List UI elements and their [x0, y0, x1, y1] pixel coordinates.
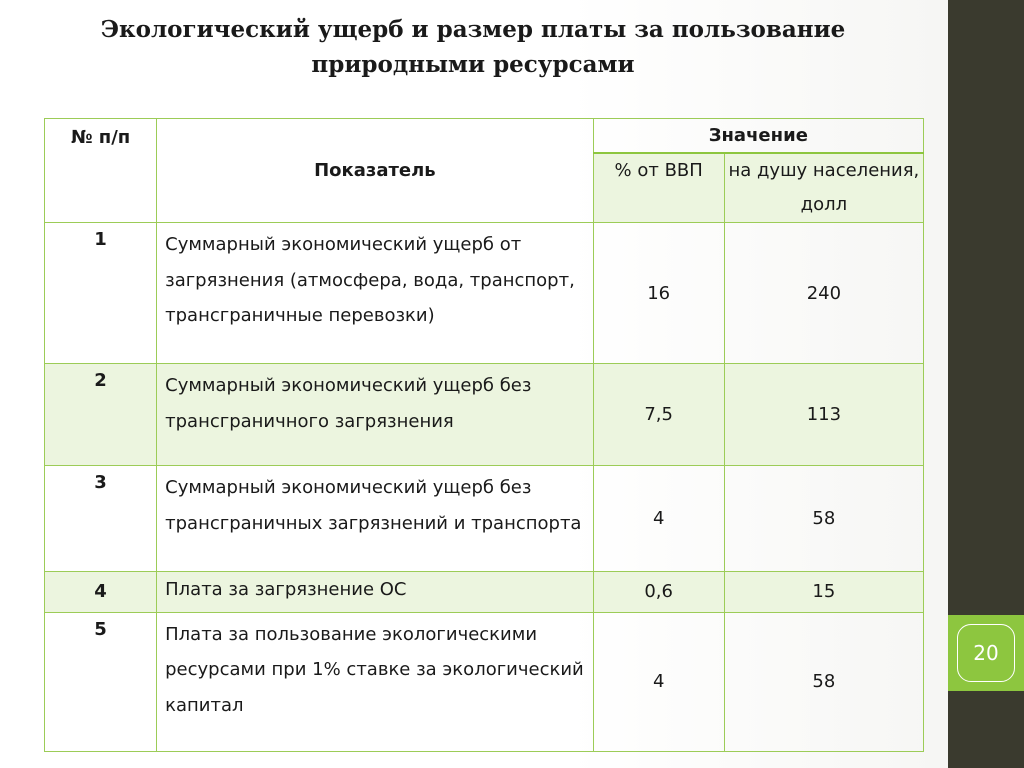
page-number: 20	[957, 624, 1015, 682]
row-gdp-percent: 16	[593, 223, 724, 364]
row-number: 4	[45, 572, 157, 613]
row-per-capita: 113	[724, 364, 923, 466]
slide-title-line-2: природными ресурсами	[311, 51, 635, 78]
row-number: 3	[45, 466, 157, 572]
data-table	[44, 118, 924, 752]
row-number: 1	[45, 223, 157, 364]
table-row	[45, 364, 924, 466]
row-indicator: Плата за пользование экологическими ресурсами при 1% ставке за экологический капитал	[157, 612, 593, 751]
page-number-tab	[948, 615, 1024, 691]
row-indicator: Плата за загрязнение ОС	[157, 572, 593, 613]
header-per-capita: на душу населения, долл	[724, 153, 923, 223]
row-gdp-percent: 0,6	[593, 572, 724, 613]
row-gdp-percent: 7,5	[593, 364, 724, 466]
row-number: 5	[45, 612, 157, 751]
row-gdp-percent: 4	[593, 612, 724, 751]
row-per-capita: 58	[724, 466, 923, 572]
table-row	[45, 223, 924, 364]
row-per-capita: 15	[724, 572, 923, 613]
header-indicator: Показатель	[157, 119, 593, 223]
row-per-capita: 240	[724, 223, 923, 364]
header-value: Значение	[593, 119, 923, 153]
row-gdp-percent: 4	[593, 466, 724, 572]
row-number: 2	[45, 364, 157, 466]
table-header-row	[45, 119, 924, 153]
row-indicator: Суммарный экономический ущерб без трансграничного загрязнения	[157, 364, 593, 466]
slide-title-line-1: Экологический ущерб и размер платы за пользование	[100, 16, 846, 43]
row-indicator: Суммарный экономический ущерб без трансграничных загрязнений и транспорта	[157, 466, 593, 572]
row-per-capita: 58	[724, 612, 923, 751]
table-row	[45, 466, 924, 572]
header-number: № п/п	[45, 119, 157, 223]
header-gdp-percent: % от ВВП	[593, 153, 724, 223]
slide-title	[60, 12, 886, 82]
table-row	[45, 572, 924, 613]
row-indicator: Суммарный экономический ущерб от загрязнения (атмосфера, вода, транспорт, трансграничные перевозки)	[157, 223, 593, 364]
table-row	[45, 612, 924, 751]
